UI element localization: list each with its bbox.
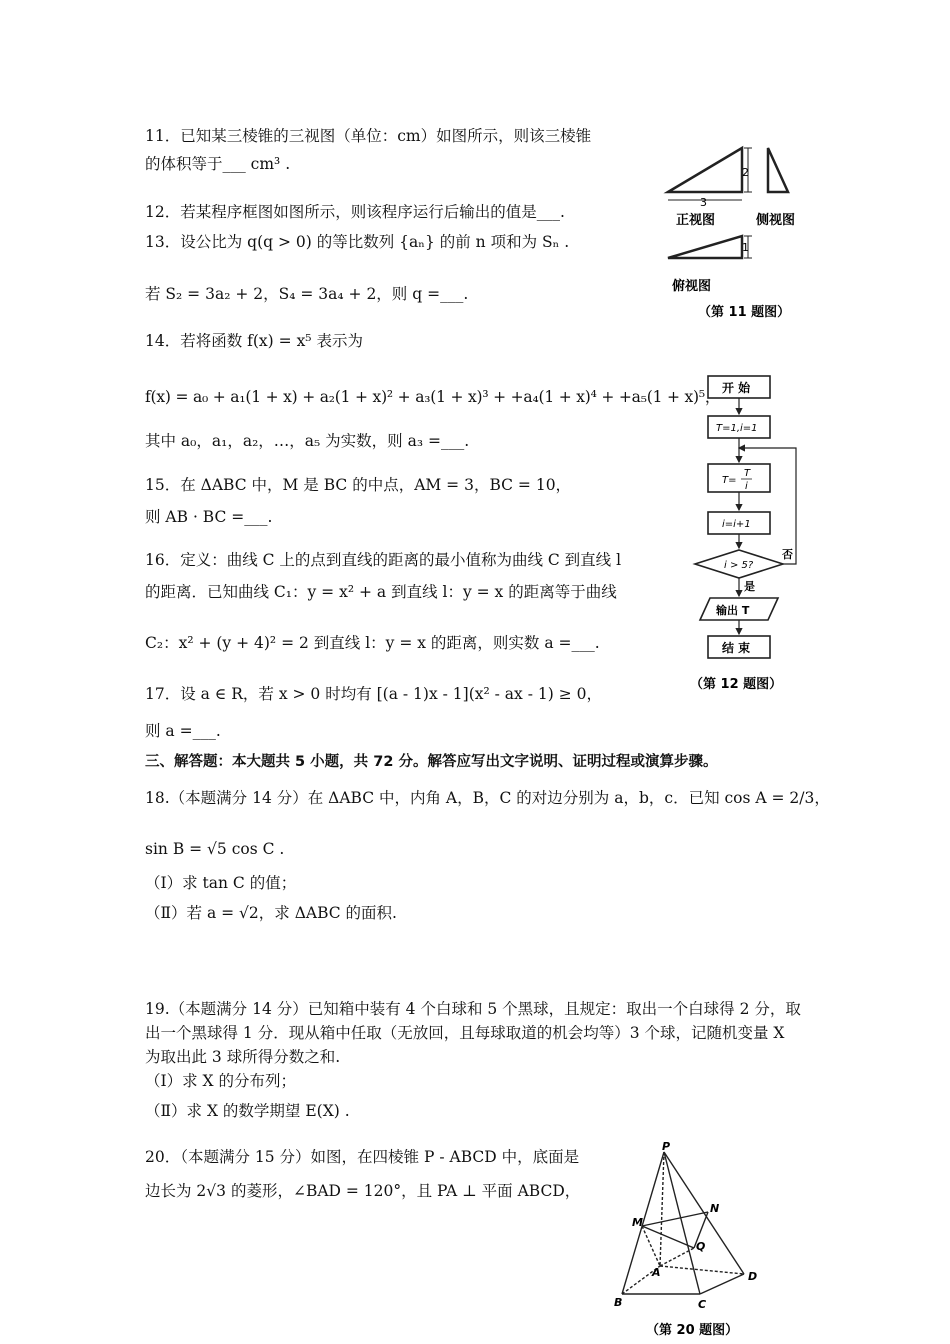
q14-line1: 14．若将函数 f(x) = x⁵ 表示为 <box>145 332 363 350</box>
figure-20-caption: （第 20 题图） <box>646 1323 739 1338</box>
dim-3: 3 <box>700 196 707 209</box>
q19-line2: 出一个黑球得 1 分．现从箱中任取（无放回，且每球取道的机会均等）3 个球，记随机变量 X <box>145 1024 785 1042</box>
vertex-M: M <box>632 1216 643 1229</box>
dim-2: 2 <box>742 166 749 179</box>
top-view-label: 俯视图 <box>672 279 712 294</box>
q14-line3: 其中 a₀，a₁，a₂，…，a₅ 为实数，则 a₃ =___. <box>145 432 470 450</box>
q18-line3: （Ⅰ）求 tan C 的值； <box>145 874 297 892</box>
flow-inc-label: i=i+1 <box>722 519 751 530</box>
q16-line2: 的距离．已知曲线 C₁：y = x² + a 到直线 l：y = x 的距离等于曲线 <box>145 583 617 601</box>
q14-line2: f(x) = a₀ + a₁(1 + x) + a₂(1 + x)² + a₃(1 + x)³ + +a₄(1 + x)⁴ + +a₅(1 + x)⁵， <box>145 388 721 406</box>
vertex-A: A <box>652 1266 661 1279</box>
vertex-N: N <box>710 1202 720 1215</box>
q19-line4: （Ⅰ）求 X 的分布列； <box>145 1072 297 1090</box>
q16-line1: 16．定义：曲线 C 上的点到直线的距离的最小值称为曲线 C 到直线 l <box>145 551 622 569</box>
vertex-C: C <box>698 1298 707 1311</box>
flow-cond-label: i > 5? <box>724 560 754 571</box>
figure-11-caption: （第 11 题图） <box>698 305 791 320</box>
q18-line1: 18.（本题满分 14 分）在 ΔABC 中，内角 A，B，C 的对边分别为 a，b，c．已知 cos A = 2/3， <box>145 789 830 807</box>
front-view-label: 正视图 <box>676 213 716 228</box>
q19-line5: （Ⅱ）求 X 的数学期望 E(X) . <box>145 1102 350 1120</box>
flow-init-label: T=1,i=1 <box>716 423 758 434</box>
front-view-triangle <box>668 148 742 192</box>
vertex-P: P <box>662 1140 671 1153</box>
flow-end-label: 结 束 <box>722 641 751 655</box>
flow-yes-label: 是 <box>744 580 755 593</box>
vertex-B: B <box>614 1296 623 1309</box>
q16-line3: C₂：x² + (y + 4)² = 2 到直线 l：y = x 的距离，则实数 a =___. <box>145 634 600 652</box>
side-view-triangle <box>768 148 788 192</box>
flow-assign-num: T <box>744 468 751 479</box>
dim-1: 1 <box>742 241 749 254</box>
flow-assign-den: i <box>745 481 748 492</box>
flow-start-label: 开 始 <box>722 381 751 395</box>
section3-heading: 三、解答题：本大题共 5 小题，共 72 分。解答应写出文字说明、证明过程或演算步骤。 <box>145 754 718 770</box>
vertex-D: D <box>748 1270 758 1283</box>
figure-20-pyramid <box>608 1138 778 1340</box>
top-view-triangle <box>668 236 742 258</box>
q13-line2: 若 S₂ = 3a₂ + 2，S₄ = 3a₄ + 2，则 q =___. <box>145 285 469 303</box>
flow-output-label: 输出 T <box>716 604 750 617</box>
q17-line1: 17．设 a ∈ R，若 x > 0 时均有 [(a - 1)x - 1](x² - ax - 1) ≥ 0， <box>145 685 602 703</box>
figure-12-flowchart <box>688 368 808 703</box>
side-view-label: 侧视图 <box>756 213 796 228</box>
q11-line2: 的体积等于___ cm³ . <box>145 155 291 173</box>
q18-line2: sin B = √5 cos C . <box>145 840 285 858</box>
q11-line1: 11．已知某三棱锥的三视图（单位：cm）如图所示，则该三棱锥 <box>145 127 592 145</box>
q15-line1: 15．在 ΔABC 中，M 是 BC 的中点，AM = 3，BC = 10， <box>145 476 572 494</box>
q19-line1: 19.（本题满分 14 分）已知箱中装有 4 个白球和 5 个黑球，且规定：取出一个白球得 2 分，取 <box>145 1000 801 1018</box>
q18-line4: （Ⅱ）若 a = √2，求 ΔABC 的面积. <box>145 904 397 922</box>
q17-line2: 则 a =___. <box>145 722 221 740</box>
figure-12-caption: （第 12 题图） <box>690 677 783 692</box>
figure-11-three-views <box>650 140 810 330</box>
q13-line1: 13．设公比为 q(q > 0) 的等比数列 {aₙ} 的前 n 项和为 Sₙ . <box>145 233 570 251</box>
vertex-Q: Q <box>696 1240 706 1253</box>
q20-line1: 20．（本题满分 15 分）如图，在四棱锥 P - ABCD 中，底面是 <box>145 1148 580 1166</box>
flow-no-label: 否 <box>782 548 793 561</box>
flow-assign-prefix: T= <box>722 475 737 486</box>
q19-line3: 为取出此 3 球所得分数之和. <box>145 1048 341 1066</box>
flow-assign-box <box>708 464 770 492</box>
q12-line1: 12．若某程序框图如图所示，则该程序运行后输出的值是___. <box>145 203 565 221</box>
q15-line2: 则 AB · BC =___. <box>145 508 273 526</box>
q20-line2: 边长为 2√3 的菱形，∠BAD = 120°，且 PA ⊥ 平面 ABCD， <box>145 1182 581 1200</box>
